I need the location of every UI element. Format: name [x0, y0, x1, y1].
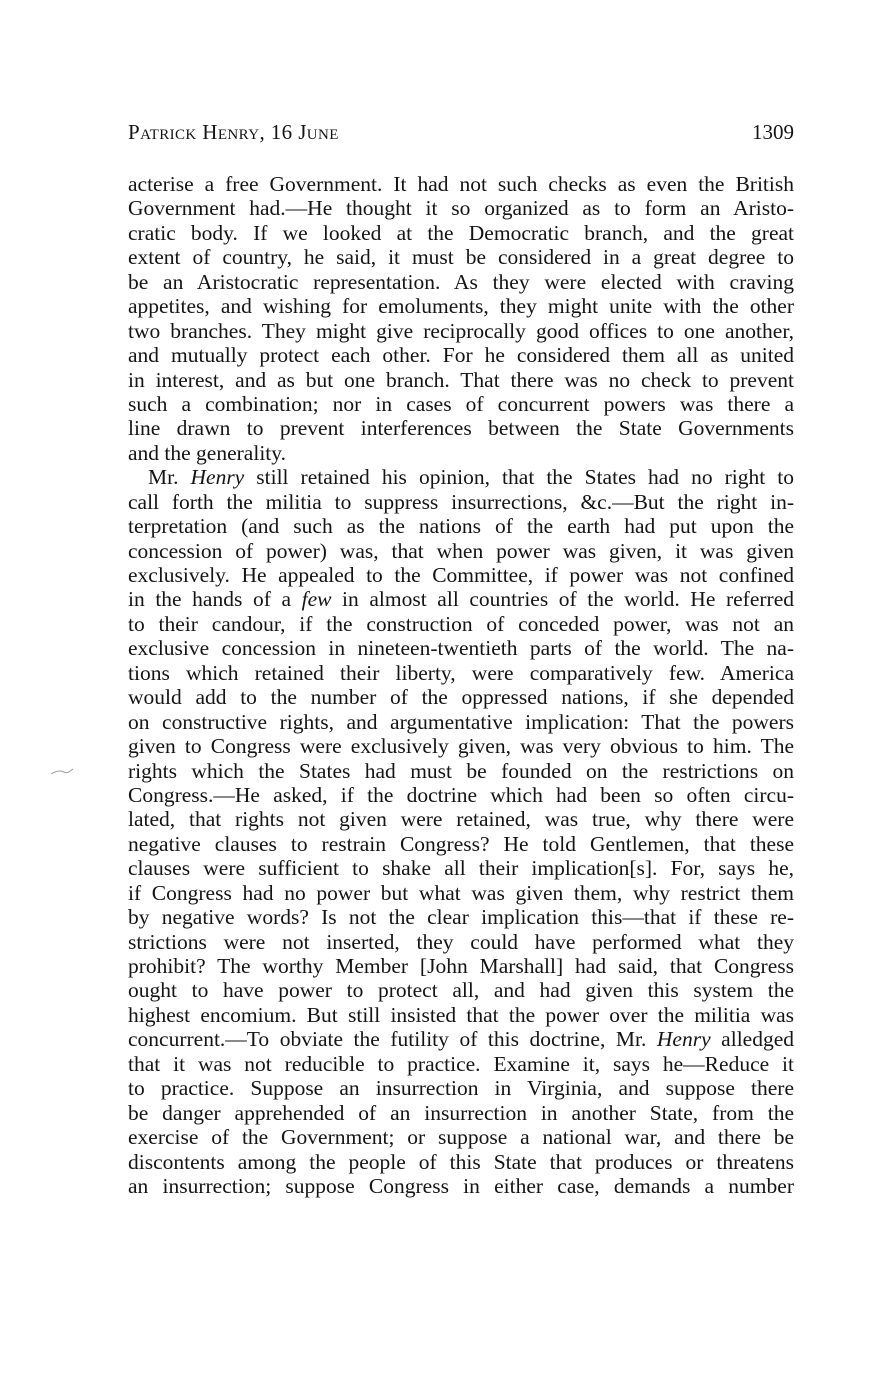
text-line: discontents among the people of this State that produces or threatens [128, 1149, 794, 1174]
speaker-name: Henry [656, 1027, 711, 1052]
text-line: on constructive rights, and argumentative implication: That the powers [128, 709, 794, 734]
text-line: if Congress had no power but what was given them, why restrict them [128, 880, 794, 905]
text-line: given to Congress were exclusively given, was very obvious to him. The [128, 734, 794, 759]
text-line: extent of country, he said, it must be considered in a great degree to [128, 245, 794, 270]
text-run: in the hands of a [128, 587, 302, 612]
text-run: still retained his opinion, that the States had no right to [244, 465, 794, 490]
text-line: lated, that rights not given were retained, was true, why there were [128, 807, 794, 832]
text-line [128, 587, 794, 611]
text-line: and the generality. [128, 440, 286, 465]
text-line: by negative words? Is not the clear implication this—that if these re- [128, 905, 794, 930]
text-run: concurrent.—To obviate the futility of this doctrine, Mr. [128, 1027, 657, 1052]
text-line: be danger apprehended of an insurrection in another State, from the [128, 1100, 794, 1125]
running-head [128, 120, 794, 154]
paragraph-1 [128, 172, 794, 465]
text-line: Congress.—He asked, if the doctrine which had been so often circu- [128, 782, 794, 807]
body-text [128, 172, 794, 1198]
text-run: alledged [710, 1027, 794, 1052]
text-line: acterise a free Government. It had not such checks as even the British [128, 172, 794, 196]
text-line: line drawn to prevent interferences between the State Governments [128, 416, 794, 441]
text-line: clauses were sufficient to shake all their implication[s]. For, says he, [128, 856, 794, 881]
paragraph-2 [128, 465, 794, 1198]
page-number: 1309 [752, 120, 794, 144]
running-head-title: Patrick Henry, 16 June [128, 120, 339, 144]
text-line: exercise of the Government; or suppose a national war, and there be [128, 1125, 794, 1150]
text-line [128, 465, 794, 489]
text-line: exclusively. He appealed to the Committee, if power was not confined [128, 563, 794, 587]
text-line [128, 1027, 794, 1051]
text-line: in interest, and as but one branch. That there was no check to prevent [128, 367, 794, 392]
text-line: prohibit? The worthy Member [John Marshall] had said, that Congress [128, 954, 794, 978]
text-line: cratic body. If we looked at the Democratic branch, and the great [128, 220, 794, 245]
emphasis: few [301, 587, 332, 612]
text-line: strictions were not inserted, they could have performed what they [128, 929, 794, 954]
text-line: an insurrection; suppose Congress in either case, demands a number [128, 1173, 794, 1198]
text-line: appetites, and wishing for emoluments, they might unite with the other [128, 294, 794, 319]
text-line: be an Aristocratic representation. As they were elected with craving [128, 269, 794, 294]
speaker-name: Henry [190, 465, 245, 490]
text-line: highest encomium. But still insisted that the power over the militia was [128, 1002, 794, 1027]
text-line: concession of power) was, that when power was given, it was given [128, 538, 794, 563]
text-line: negative clauses to restrain Congress? He told Gentlemen, that these [128, 831, 794, 856]
text-line: such a combination; nor in cases of concurrent powers was there a [128, 391, 794, 416]
text-line: terpretation (and such as the nations of the earth had put upon the [128, 514, 794, 539]
text-line: tions which retained their liberty, were comparatively few. America [128, 660, 794, 685]
text-line: to their candour, if the construction of conceded power, was not an [128, 611, 794, 636]
text-run: Mr. [148, 465, 191, 490]
text-line: ought to have power to protect all, and had given this system the [128, 978, 794, 1003]
text-line: two branches. They might give reciprocally good offices to one another, [128, 318, 794, 343]
text-line: that it was not reducible to practice. Examine it, says he—Reduce it [128, 1051, 794, 1076]
text-line: would add to the number of the oppressed nations, if she depended [128, 685, 794, 710]
text-line: exclusive concession in nineteen-twentieth parts of the world. The na- [128, 636, 794, 661]
text-line: rights which the States had must be founded on the restrictions on [128, 758, 794, 783]
stray-ink-mark [50, 768, 74, 776]
text-run: in almost all countries of the world. He referred [331, 587, 794, 612]
text-line: call forth the militia to suppress insurrections, &c.—But the right in- [128, 489, 794, 514]
text-line: and mutually protect each other. For he considered them all as united [128, 343, 794, 368]
text-line: to practice. Suppose an insurrection in Virginia, and suppose there [128, 1076, 794, 1101]
text-line: Government had.—He thought it so organized as to form an Aristo- [128, 196, 794, 221]
